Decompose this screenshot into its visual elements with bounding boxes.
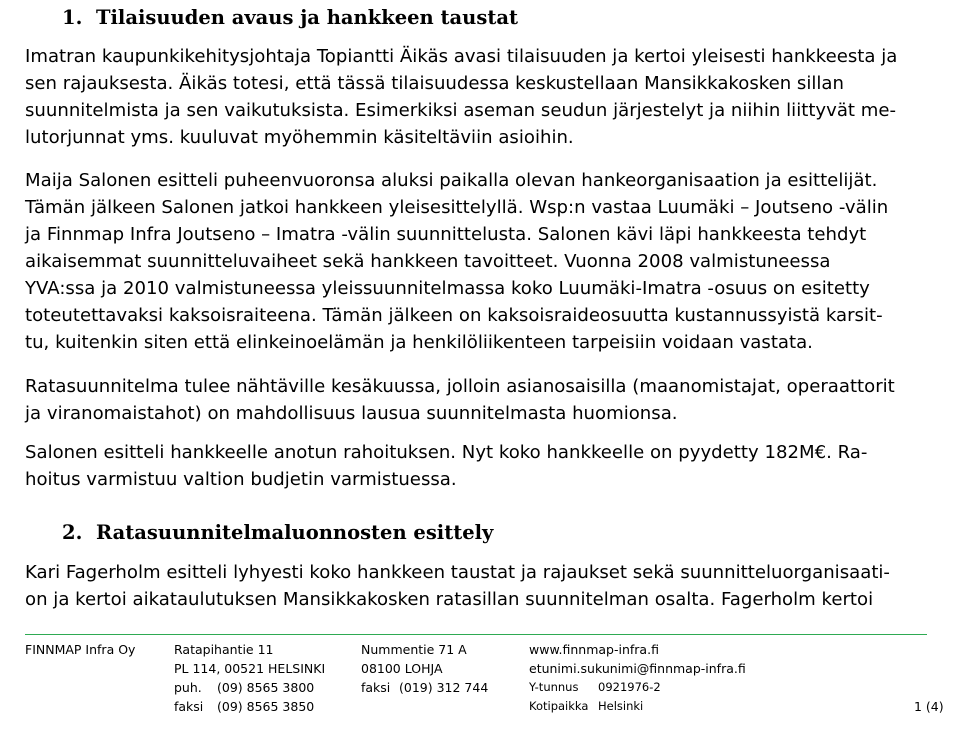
email-link[interactable]: etunimi.sukunimi@finnmap-infra.fi bbox=[529, 661, 746, 676]
paragraph-line: sen rajauksesta. Äikäs totesi, että tässä tilaisuudessa keskustellaan Mansikkakosken sillan bbox=[25, 73, 844, 94]
section-2-number: 2. bbox=[62, 521, 83, 544]
kotipaikka-label: Kotipaikka bbox=[529, 699, 589, 713]
paragraph-4 bbox=[25, 439, 925, 493]
kotipaikka: Helsinki bbox=[598, 699, 644, 713]
paragraph-line: Salonen esitteli hankkeelle anotun rahoituksen. Nyt koko hankkeelle on pyydetty 182M€. Ra- bbox=[25, 442, 868, 463]
fax: (09) 8565 3850 bbox=[217, 699, 315, 714]
paragraph-line: Tämän jälkeen Salonen jatkoi hankkeen yleisesittelyllä. Wsp:n vastaa Luumäki – Joutseno -välin bbox=[25, 197, 889, 218]
paragraph-line: toteutettavaksi kaksoisraiteena. Tämän jälkeen on kaksoisraideosuutta kustannussyistä karsit- bbox=[25, 305, 883, 326]
website-link[interactable]: www.finnmap-infra.fi bbox=[529, 642, 659, 657]
paragraph-line: on ja kertoi aikataulutuksen Mansikkakosken ratasillan suunnitelman osalta. Fagerholm kertoi bbox=[25, 589, 874, 610]
fax-line bbox=[361, 678, 488, 697]
paragraph-1 bbox=[25, 43, 925, 151]
footer-rule bbox=[25, 634, 927, 635]
section-1-title: Tilaisuuden avaus ja hankkeen taustat bbox=[96, 6, 518, 29]
footer-address-lohja bbox=[361, 640, 488, 697]
phone-label: puh. bbox=[174, 680, 202, 695]
kotipaikka-line bbox=[529, 697, 746, 716]
ytunnus-label: Y-tunnus bbox=[529, 680, 579, 694]
postal: PL 114, 00521 HELSINKI bbox=[174, 661, 326, 676]
paragraph-5 bbox=[25, 559, 925, 613]
street: Nummentie 71 A bbox=[361, 642, 467, 657]
street: Ratapihantie 11 bbox=[174, 642, 274, 657]
paragraph-line: suunnitelmista ja sen vaikutuksista. Esimerkiksi aseman seudun järjestelyt ja niihin liittyvät me- bbox=[25, 100, 897, 121]
paragraph-line: lutorjunnat yms. kuuluvat myöhemmin käsiteltäviin asioihin. bbox=[25, 127, 574, 148]
company-name: FINNMAP Infra Oy bbox=[25, 642, 136, 657]
paragraph-line: ja viranomaistahot) on mahdollisuus lausua suunnitelmasta huomionsa. bbox=[25, 403, 678, 424]
postal: 08100 LOHJA bbox=[361, 661, 443, 676]
fax-line bbox=[174, 697, 325, 716]
paragraph-line: Kari Fagerholm esitteli lyhyesti koko hankkeen taustat ja rajaukset sekä suunnitteluorganisaati- bbox=[25, 562, 890, 583]
paragraph-line: Imatran kaupunkikehitysjohtaja Topiantti Äikäs avasi tilaisuuden ja kertoi yleisesti hankkeesta ja bbox=[25, 46, 898, 67]
paragraph-line: aikaisemmat suunnitteluvaiheet sekä hankkeen tavoitteet. Vuonna 2008 valmistuneessa bbox=[25, 251, 831, 272]
paragraph-line: Ratasuunnitelma tulee nähtäville kesäkuussa, jolloin asianosaisilla (maanomistajat, operaattorit bbox=[25, 376, 895, 397]
section-1-number: 1. bbox=[62, 6, 83, 29]
fax: (019) 312 744 bbox=[399, 680, 489, 695]
footer-contact bbox=[529, 640, 746, 716]
phone-line bbox=[174, 678, 325, 697]
phone: (09) 8565 3800 bbox=[217, 680, 315, 695]
fax-label: faksi bbox=[361, 680, 391, 695]
paragraph-2 bbox=[25, 167, 925, 356]
paragraph-line: tu, kuitenkin siten että elinkeinoelämän ja henkilöliikenteen tarpeisiin voidaan vastata. bbox=[25, 332, 813, 353]
section-1-heading bbox=[62, 6, 518, 29]
footer-address-helsinki bbox=[174, 640, 325, 716]
section-2-title: Ratasuunnitelmaluonnosten esittely bbox=[96, 521, 494, 544]
paragraph-line: YVA:ssa ja 2010 valmistuneessa yleissuunnitelmassa koko Luumäki-Imatra -osuus on esitetty bbox=[25, 278, 870, 299]
footer-company bbox=[25, 640, 135, 659]
paragraph-line: hoitus varmistuu valtion budjetin varmistuessa. bbox=[25, 469, 457, 490]
paragraph-line: ja Finnmap Infra Joutseno – Imatra -välin suunnittelusta. Salonen kävi läpi hankkeesta tehdyt bbox=[25, 224, 867, 245]
fax-label: faksi bbox=[174, 699, 204, 714]
paragraph-line: Maija Salonen esitteli puheenvuoronsa aluksi paikalla olevan hankeorganisaation ja esittelijät. bbox=[25, 170, 878, 191]
ytunnus: 0921976-2 bbox=[598, 680, 661, 694]
paragraph-3 bbox=[25, 373, 925, 427]
ytunnus-line bbox=[529, 678, 746, 697]
page-number: 1 (4) bbox=[914, 699, 944, 714]
section-2-heading bbox=[62, 521, 493, 544]
